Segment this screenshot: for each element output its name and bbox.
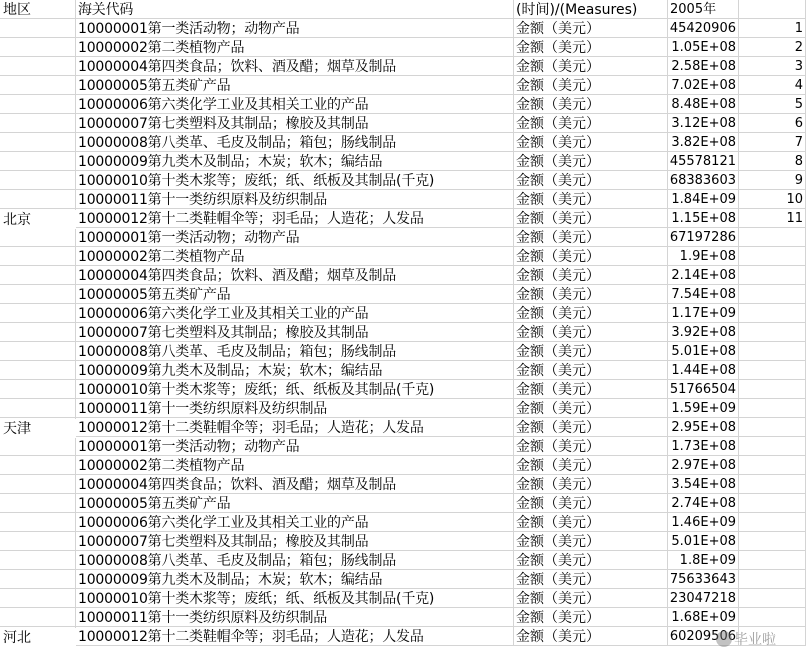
next-year-cell[interactable] bbox=[739, 589, 806, 608]
code-cell[interactable]: 10000008第八类革、毛皮及制品；箱包；肠线制品 bbox=[76, 342, 514, 361]
value-cell[interactable]: 1.59E+09 bbox=[668, 399, 739, 418]
table-row bbox=[0, 608, 806, 627]
code-cell[interactable]: 10000007第七类塑料及其制品；橡胶及其制品 bbox=[76, 323, 514, 342]
region-cell[interactable] bbox=[0, 608, 76, 627]
code-cell[interactable]: 10000007第七类塑料及其制品；橡胶及其制品 bbox=[76, 532, 514, 551]
table-row bbox=[0, 133, 806, 152]
next-year-cell[interactable]: 8 bbox=[739, 152, 806, 171]
value-cell[interactable]: 68383603 bbox=[668, 171, 739, 190]
region-cell[interactable] bbox=[0, 190, 76, 209]
value-cell[interactable]: 7.54E+08 bbox=[668, 285, 739, 304]
region-cell[interactable] bbox=[0, 380, 76, 399]
table-row bbox=[0, 380, 806, 399]
next-year-cell[interactable]: 2 bbox=[739, 38, 806, 57]
value-cell[interactable]: 75633643 bbox=[668, 570, 739, 589]
measure-cell[interactable]: 金额（美元） bbox=[514, 475, 668, 494]
value-cell[interactable]: 1.8E+09 bbox=[668, 551, 739, 570]
table-row bbox=[0, 494, 806, 513]
code-cell[interactable]: 10000007第七类塑料及其制品；橡胶及其制品 bbox=[76, 114, 514, 133]
value-cell[interactable]: 60209506 bbox=[668, 627, 739, 646]
value-cell[interactable]: 3.12E+08 bbox=[668, 114, 739, 133]
value-cell[interactable]: 1.73E+08 bbox=[668, 437, 739, 456]
region-cell[interactable] bbox=[0, 475, 76, 494]
table-row bbox=[0, 304, 806, 323]
value-cell[interactable]: 8.48E+08 bbox=[668, 95, 739, 114]
code-cell[interactable]: 10000012第十二类鞋帽伞等；羽毛品；人造花；人发品 bbox=[76, 209, 514, 228]
next-year-cell[interactable]: 10 bbox=[739, 190, 806, 209]
measure-cell[interactable]: 金额（美元） bbox=[514, 209, 668, 228]
value-cell[interactable]: 1.05E+08 bbox=[668, 38, 739, 57]
region-cell[interactable] bbox=[0, 133, 76, 152]
value-cell[interactable]: 1.44E+08 bbox=[668, 361, 739, 380]
region-cell[interactable] bbox=[0, 513, 76, 532]
measure-cell[interactable]: 金额（美元） bbox=[514, 437, 668, 456]
measure-cell[interactable]: 金额（美元） bbox=[514, 266, 668, 285]
next-year-cell[interactable] bbox=[739, 418, 806, 437]
measure-cell[interactable]: 金额（美元） bbox=[514, 551, 668, 570]
measure-cell[interactable]: 金额（美元） bbox=[514, 380, 668, 399]
value-cell[interactable]: 45578121 bbox=[668, 152, 739, 171]
region-cell[interactable] bbox=[0, 171, 76, 190]
value-cell[interactable]: 3.92E+08 bbox=[668, 323, 739, 342]
value-cell[interactable]: 23047218 bbox=[668, 589, 739, 608]
measure-cell[interactable]: 金额（美元） bbox=[514, 285, 668, 304]
region-cell[interactable] bbox=[0, 285, 76, 304]
measure-cell[interactable]: 金额（美元） bbox=[514, 133, 668, 152]
measure-cell[interactable]: 金额（美元） bbox=[514, 456, 668, 475]
next-year-cell[interactable] bbox=[739, 437, 806, 456]
table-row bbox=[0, 627, 806, 646]
watermark-logo-icon bbox=[716, 631, 732, 647]
code-cell[interactable]: 10000010第十类木浆等；废纸；纸、纸板及其制品(千克) bbox=[76, 171, 514, 190]
header-measures[interactable]: (时间)/(Measures) bbox=[514, 0, 668, 19]
value-cell[interactable]: 1.84E+09 bbox=[668, 190, 739, 209]
region-cell[interactable] bbox=[0, 494, 76, 513]
table-row bbox=[0, 209, 806, 228]
value-cell[interactable]: 67197286 bbox=[668, 228, 739, 247]
value-cell[interactable]: 2.95E+08 bbox=[668, 418, 739, 437]
table-row bbox=[0, 114, 806, 133]
next-year-cell[interactable]: 5 bbox=[739, 95, 806, 114]
watermark-text: 毕业啦 bbox=[734, 632, 776, 648]
watermark bbox=[716, 629, 776, 649]
code-cell[interactable]: 10000005第五类矿产品 bbox=[76, 76, 514, 95]
value-cell[interactable]: 45420906 bbox=[668, 19, 739, 38]
next-year-cell[interactable] bbox=[739, 266, 806, 285]
header-region[interactable]: 地区 bbox=[0, 0, 76, 19]
code-cell[interactable]: 10000008第八类革、毛皮及制品；箱包；肠线制品 bbox=[76, 133, 514, 152]
measure-cell[interactable]: 金额（美元） bbox=[514, 190, 668, 209]
region-cell[interactable] bbox=[0, 114, 76, 133]
next-year-cell[interactable]: 7 bbox=[739, 133, 806, 152]
code-cell[interactable]: 10000004第四类食品；饮料、酒及醋；烟草及制品 bbox=[76, 57, 514, 76]
code-cell[interactable]: 10000005第五类矿产品 bbox=[76, 285, 514, 304]
measure-cell[interactable]: 金额（美元） bbox=[514, 304, 668, 323]
measure-cell[interactable]: 金额（美元） bbox=[514, 323, 668, 342]
next-year-cell[interactable]: 1 bbox=[739, 19, 806, 38]
region-cell[interactable] bbox=[0, 342, 76, 361]
measure-cell[interactable]: 金额（美元） bbox=[514, 247, 668, 266]
next-year-cell[interactable] bbox=[739, 247, 806, 266]
measure-cell[interactable]: 金额（美元） bbox=[514, 171, 668, 190]
region-cell[interactable] bbox=[0, 266, 76, 285]
table-row bbox=[0, 551, 806, 570]
next-year-cell[interactable] bbox=[739, 361, 806, 380]
next-year-cell[interactable] bbox=[739, 399, 806, 418]
measure-cell[interactable]: 金额（美元） bbox=[514, 494, 668, 513]
next-year-cell[interactable]: 11 bbox=[739, 209, 806, 228]
value-cell[interactable]: 1.15E+08 bbox=[668, 209, 739, 228]
table-row bbox=[0, 95, 806, 114]
next-year-cell[interactable] bbox=[739, 475, 806, 494]
table-row bbox=[0, 513, 806, 532]
code-cell[interactable]: 10000011第十一类纺织原料及纺织制品 bbox=[76, 608, 514, 627]
measure-cell[interactable]: 金额（美元） bbox=[514, 19, 668, 38]
next-year-cell[interactable] bbox=[739, 608, 806, 627]
code-cell[interactable]: 10000009第九类木及制品；木炭；软木；编结品 bbox=[76, 570, 514, 589]
value-cell[interactable]: 2.74E+08 bbox=[668, 494, 739, 513]
region-cell[interactable] bbox=[0, 228, 76, 247]
code-cell[interactable]: 10000010第十类木浆等；废纸；纸、纸板及其制品(千克) bbox=[76, 380, 514, 399]
next-year-cell[interactable] bbox=[739, 570, 806, 589]
header-code[interactable]: 海关代码 bbox=[76, 0, 514, 19]
code-cell[interactable]: 10000011第十一类纺织原料及纺织制品 bbox=[76, 190, 514, 209]
region-cell[interactable] bbox=[0, 456, 76, 475]
region-label[interactable]: 北京 bbox=[0, 210, 76, 229]
measure-cell[interactable]: 金额（美元） bbox=[514, 76, 668, 95]
next-year-cell[interactable] bbox=[739, 342, 806, 361]
value-cell[interactable]: 1.9E+08 bbox=[668, 247, 739, 266]
next-year-cell[interactable]: 3 bbox=[739, 57, 806, 76]
next-year-cell[interactable] bbox=[739, 228, 806, 247]
table-row bbox=[0, 323, 806, 342]
code-cell[interactable]: 10000002第二类植物产品 bbox=[76, 38, 514, 57]
code-cell[interactable]: 10000006第六类化学工业及其相关工业的产品 bbox=[76, 513, 514, 532]
next-year-cell[interactable] bbox=[739, 513, 806, 532]
next-year-cell[interactable]: 9 bbox=[739, 171, 806, 190]
code-cell[interactable]: 10000011第十一类纺织原料及纺织制品 bbox=[76, 399, 514, 418]
measure-cell[interactable]: 金额（美元） bbox=[514, 627, 668, 646]
region-label[interactable]: 河北 bbox=[0, 628, 76, 647]
code-cell[interactable]: 10000001第一类活动物；动物产品 bbox=[76, 19, 514, 38]
measure-cell[interactable]: 金额（美元） bbox=[514, 95, 668, 114]
table-row bbox=[0, 437, 806, 456]
region-cell[interactable] bbox=[0, 570, 76, 589]
measure-cell[interactable]: 金额（美元） bbox=[514, 532, 668, 551]
code-cell[interactable]: 10000006第六类化学工业及其相关工业的产品 bbox=[76, 304, 514, 323]
measure-cell[interactable]: 金额（美元） bbox=[514, 570, 668, 589]
next-year-cell[interactable] bbox=[739, 380, 806, 399]
value-cell[interactable]: 1.46E+09 bbox=[668, 513, 739, 532]
region-cell[interactable] bbox=[0, 304, 76, 323]
header-year[interactable]: 2005年 bbox=[668, 0, 739, 19]
region-cell[interactable] bbox=[0, 361, 76, 380]
table-row bbox=[0, 475, 806, 494]
region-cell[interactable] bbox=[0, 323, 76, 342]
value-cell[interactable]: 3.54E+08 bbox=[668, 475, 739, 494]
region-cell[interactable] bbox=[0, 399, 76, 418]
table-row bbox=[0, 361, 806, 380]
next-year-cell[interactable]: 4 bbox=[739, 76, 806, 95]
region-cell[interactable] bbox=[0, 589, 76, 608]
region-cell[interactable] bbox=[0, 76, 76, 95]
region-cell[interactable] bbox=[0, 57, 76, 76]
value-cell[interactable]: 2.97E+08 bbox=[668, 456, 739, 475]
measure-cell[interactable]: 金额（美元） bbox=[514, 418, 668, 437]
measure-cell[interactable]: 金额（美元） bbox=[514, 589, 668, 608]
measure-cell[interactable]: 金额（美元） bbox=[514, 361, 668, 380]
code-cell[interactable]: 10000004第四类食品；饮料、酒及醋；烟草及制品 bbox=[76, 266, 514, 285]
value-cell[interactable]: 51766504 bbox=[668, 380, 739, 399]
table-row bbox=[0, 342, 806, 361]
measure-cell[interactable]: 金额（美元） bbox=[514, 513, 668, 532]
next-year-cell[interactable] bbox=[739, 304, 806, 323]
next-year-cell[interactable] bbox=[739, 494, 806, 513]
measure-cell[interactable]: 金额（美元） bbox=[514, 114, 668, 133]
region-cell[interactable] bbox=[0, 532, 76, 551]
table-row bbox=[0, 152, 806, 171]
code-cell[interactable]: 10000008第八类革、毛皮及制品；箱包；肠线制品 bbox=[76, 551, 514, 570]
table-row bbox=[0, 247, 806, 266]
value-cell[interactable]: 2.14E+08 bbox=[668, 266, 739, 285]
next-year-cell[interactable] bbox=[739, 532, 806, 551]
code-cell[interactable]: 10000002第二类植物产品 bbox=[76, 247, 514, 266]
region-cell[interactable] bbox=[0, 38, 76, 57]
code-cell[interactable]: 10000009第九类木及制品；木炭；软木；编结品 bbox=[76, 152, 514, 171]
code-cell[interactable]: 10000010第十类木浆等；废纸；纸、纸板及其制品(千克) bbox=[76, 589, 514, 608]
header-next[interactable] bbox=[739, 0, 806, 19]
table-row bbox=[0, 532, 806, 551]
code-cell[interactable]: 10000001第一类活动物；动物产品 bbox=[76, 228, 514, 247]
region-label[interactable]: 天津 bbox=[0, 419, 76, 438]
table-row bbox=[0, 285, 806, 304]
code-cell[interactable]: 10000005第五类矿产品 bbox=[76, 494, 514, 513]
measure-cell[interactable]: 金额（美元） bbox=[514, 399, 668, 418]
value-cell[interactable]: 3.82E+08 bbox=[668, 133, 739, 152]
measure-cell[interactable]: 金额（美元） bbox=[514, 342, 668, 361]
code-cell[interactable]: 10000012第十二类鞋帽伞等；羽毛品；人造花；人发品 bbox=[76, 418, 514, 437]
next-year-cell[interactable] bbox=[739, 285, 806, 304]
header-row bbox=[0, 0, 806, 19]
table-row bbox=[0, 266, 806, 285]
table-row bbox=[0, 19, 806, 38]
measure-cell[interactable]: 金额（美元） bbox=[514, 57, 668, 76]
measure-cell[interactable]: 金额（美元） bbox=[514, 228, 668, 247]
code-cell[interactable]: 10000001第一类活动物；动物产品 bbox=[76, 437, 514, 456]
table-row bbox=[0, 76, 806, 95]
measure-cell[interactable]: 金额（美元） bbox=[514, 608, 668, 627]
value-cell[interactable]: 5.01E+08 bbox=[668, 532, 739, 551]
table-row bbox=[0, 190, 806, 209]
measure-cell[interactable]: 金额（美元） bbox=[514, 152, 668, 171]
region-cell[interactable] bbox=[0, 152, 76, 171]
code-cell[interactable]: 10000009第九类木及制品；木炭；软木；编结品 bbox=[76, 361, 514, 380]
code-cell[interactable]: 10000002第二类植物产品 bbox=[76, 456, 514, 475]
table-row bbox=[0, 418, 806, 437]
table-row bbox=[0, 171, 806, 190]
region-cell[interactable] bbox=[0, 551, 76, 570]
table-row bbox=[0, 57, 806, 76]
table-row bbox=[0, 399, 806, 418]
next-year-cell[interactable] bbox=[739, 456, 806, 475]
next-year-cell[interactable]: 6 bbox=[739, 114, 806, 133]
region-cell[interactable] bbox=[0, 247, 76, 266]
region-cell[interactable] bbox=[0, 95, 76, 114]
code-cell[interactable]: 10000012第十二类鞋帽伞等；羽毛品；人造花；人发品 bbox=[76, 627, 514, 646]
value-cell[interactable]: 2.58E+08 bbox=[668, 57, 739, 76]
value-cell[interactable]: 1.68E+09 bbox=[668, 608, 739, 627]
measure-cell[interactable]: 金额（美元） bbox=[514, 38, 668, 57]
code-cell[interactable]: 10000006第六类化学工业及其相关工业的产品 bbox=[76, 95, 514, 114]
table-row bbox=[0, 38, 806, 57]
code-cell[interactable]: 10000004第四类食品；饮料、酒及醋；烟草及制品 bbox=[76, 475, 514, 494]
value-cell[interactable]: 7.02E+08 bbox=[668, 76, 739, 95]
region-cell[interactable] bbox=[0, 19, 76, 38]
table-row bbox=[0, 589, 806, 608]
next-year-cell[interactable] bbox=[739, 323, 806, 342]
region-cell[interactable] bbox=[0, 437, 76, 456]
table-row bbox=[0, 228, 806, 247]
value-cell[interactable]: 5.01E+08 bbox=[668, 342, 739, 361]
next-year-cell[interactable] bbox=[739, 551, 806, 570]
table-row bbox=[0, 570, 806, 589]
table-row bbox=[0, 456, 806, 475]
value-cell[interactable]: 1.17E+09 bbox=[668, 304, 739, 323]
